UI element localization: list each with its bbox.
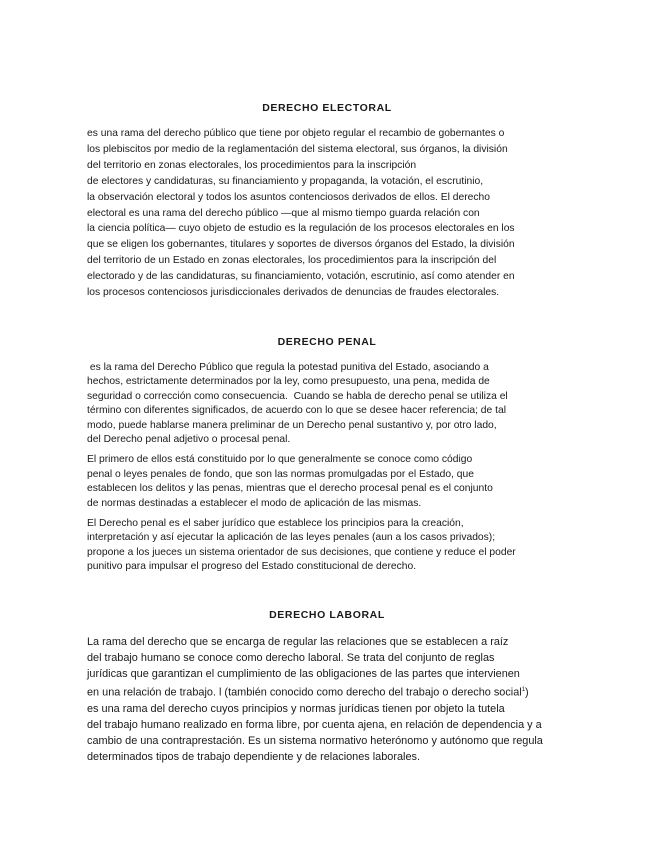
text-line: es la rama del Derecho Público que regula la potestad punitiva del Estado, asociando a — [87, 362, 489, 373]
text-line-with-footnote — [87, 682, 567, 701]
text-line: establecen los delitos y las penas, mientras que el derecho procesal penal es el conjunto — [87, 483, 493, 495]
section-penal — [87, 336, 567, 575]
paragraph — [87, 634, 567, 765]
text-line: del territorio de un Estado en zonas electorales, los procedimientos para la inscripción del — [87, 255, 497, 267]
text-line: de electores y candidaturas, su financiamiento y propaganda, la votación, el escrutinio, — [87, 175, 484, 187]
text-line: seguridad o corrección como consecuencia. Cuando se habla de derecho penal se utiliza el — [87, 390, 508, 402]
paragraph — [87, 517, 567, 575]
text-line: cambio de una contraprestación. Es un sistema normativo heterónomo y autónomo que regula — [87, 734, 543, 747]
text-line: del Derecho penal adjetivo o procesal penal. — [87, 434, 291, 446]
paragraph — [87, 361, 567, 447]
paragraph — [87, 126, 567, 301]
text-line: determinados tipos de trabajo dependiente y de relaciones laborales. — [87, 750, 420, 763]
text-line: penal o leyes penales de fondo, que son las normas promulgadas por el Estado, que — [87, 468, 474, 480]
paragraph — [87, 453, 567, 511]
section-title: DERECHO ELECTORAL — [262, 102, 392, 114]
text-line: de normas destinadas a establecer el modo de aplicación de las mismas. — [87, 497, 422, 509]
text-line: es una rama del derecho público que tiene por objeto regular el recambio de gobernantes o — [87, 128, 505, 139]
text-line: los procesos contenciosos jurisdiccionales derivados de denuncias de fraudes electorales. — [87, 287, 500, 299]
text-line: que se eligen los gobernantes, titulares y soportes de diversos órganos del Estado, la división — [87, 239, 515, 251]
text-line: del trabajo humano realizado en forma libre, por cuenta ajena, en relación de dependencia y a — [87, 718, 542, 731]
section-electoral — [87, 102, 567, 301]
text-line: electorado y de las candidaturas, su financiamiento, votación, escrutinio, así como atender en — [87, 271, 515, 283]
text-line: punitivo para impulsar el progreso del Estado constitucional de derecho. — [87, 561, 417, 573]
text-line: en una relación de trabajo. l (también conocido como derecho del trabajo o derecho social — [87, 686, 522, 699]
footnote-mark: 1 — [521, 687, 526, 693]
text-line: La rama del derecho que se encarga de regular las relaciones que se establecen a raíz — [87, 636, 509, 648]
text-line: del territorio en zonas electorales, los procedimientos para la inscripción — [87, 159, 417, 171]
text-line: los plebiscitos por medio de la reglamentación del sistema electoral, sus órganos, la división — [87, 143, 508, 155]
text-line: hechos, estrictamente determinados por la ley, como presupuesto, una pena, medida de — [87, 376, 490, 388]
text-line: electoral es una rama del derecho público —que al mismo tiempo guarda relación con — [87, 207, 480, 219]
text-line: El primero de ellos está constituido por lo que generalmente se conoce como código — [87, 454, 473, 466]
text-line: interpretación y así ejecutar la aplicación de las leyes penales (aun a los casos privados); — [87, 532, 496, 544]
text-line: es una rama del derecho cuyos principios y normas jurídicas tienen por objeto la tutela — [87, 702, 505, 715]
text-line: jurídicas que garantizan el cumplimiento de las obligaciones de las partes que intervienen — [87, 668, 520, 680]
section-laboral — [87, 609, 567, 765]
section-title: DERECHO PENAL — [277, 336, 377, 348]
section-title: DERECHO LABORAL — [269, 609, 385, 621]
text-line: término con diferentes significados, de acuerdo con lo que se desee hacer referencia; de tal — [87, 405, 506, 417]
text-line: la observación electoral y todos los asuntos contenciosos derivados de ellos. El derecho — [87, 191, 490, 203]
text-line: propone a los jueces un sistema orientador de sus decisiones, que contiene y reduce el poder — [87, 546, 516, 558]
text-line: modo, puede hablarse manera preliminar de un Derecho penal sustantivo y, por otro lado, — [87, 419, 497, 431]
text-line: del trabajo humano se conoce como derecho laboral. Se trata del conjunto de reglas — [87, 652, 495, 664]
text-line: El Derecho penal es el saber jurídico que establece los principios para la creación, — [87, 518, 464, 530]
closing-paren: ) — [525, 686, 529, 699]
text-line: la ciencia política— cuyo objeto de estudio es la regulación de los procesos electorales en los — [87, 223, 515, 235]
